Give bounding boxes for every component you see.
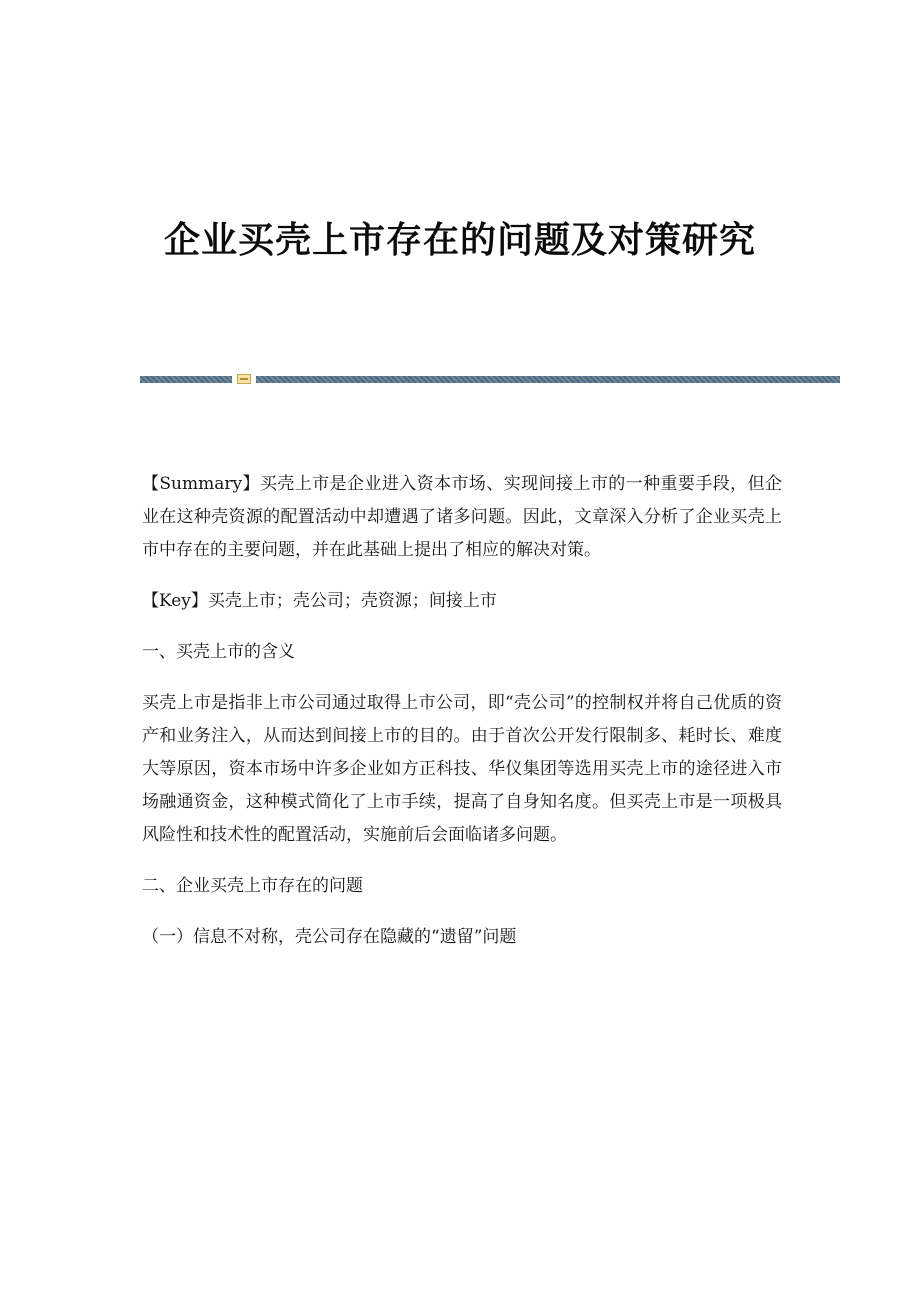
summary-paragraph: 【Summary】买壳上市是企业进入资本市场、实现间接上市的一种重要手段，但企业在这种壳资源的配置活动中却遭遇了诸多问题。因此，文章深入分析了企业买壳上市中存在的主要问题，并在此基础上提出了相应的解决对策。 xyxy=(142,474,782,560)
section-1-paragraph: 买壳上市是指非上市公司通过取得上市公司，即“壳公司”的控制权并将自己优质的资产和业务注入，从而达到间接上市的目的。由于首次公开发行限制多、耗时长、难度大等原因，资本市场中许多企业如方正科技、华仪集团等选用买壳上市的途径进入市场融通资金，这种模式简化了上市手续，提高了自身知名度。但买壳上市是一项极具风险性和技术性的配置活动，实施前后会面临诸多问题。 xyxy=(142,693,782,845)
document-body xyxy=(142,468,782,972)
divider-bar-right xyxy=(256,376,840,383)
subsection-1-heading: （一）信息不对称，壳公司存在隐藏的“遗留”问题 xyxy=(142,927,517,947)
section-1-heading: 一、买壳上市的含义 xyxy=(142,642,295,662)
keywords-line: 【Key】买壳上市；壳公司；壳资源；间接上市 xyxy=(142,591,497,611)
title-divider xyxy=(140,374,840,384)
section-2-heading: 二、企业买壳上市存在的问题 xyxy=(142,876,363,896)
document-title: 企业买壳上市存在的问题及对策研究 xyxy=(163,219,756,261)
divider-bar-left xyxy=(140,376,232,383)
divider-ornament-icon xyxy=(237,374,251,384)
